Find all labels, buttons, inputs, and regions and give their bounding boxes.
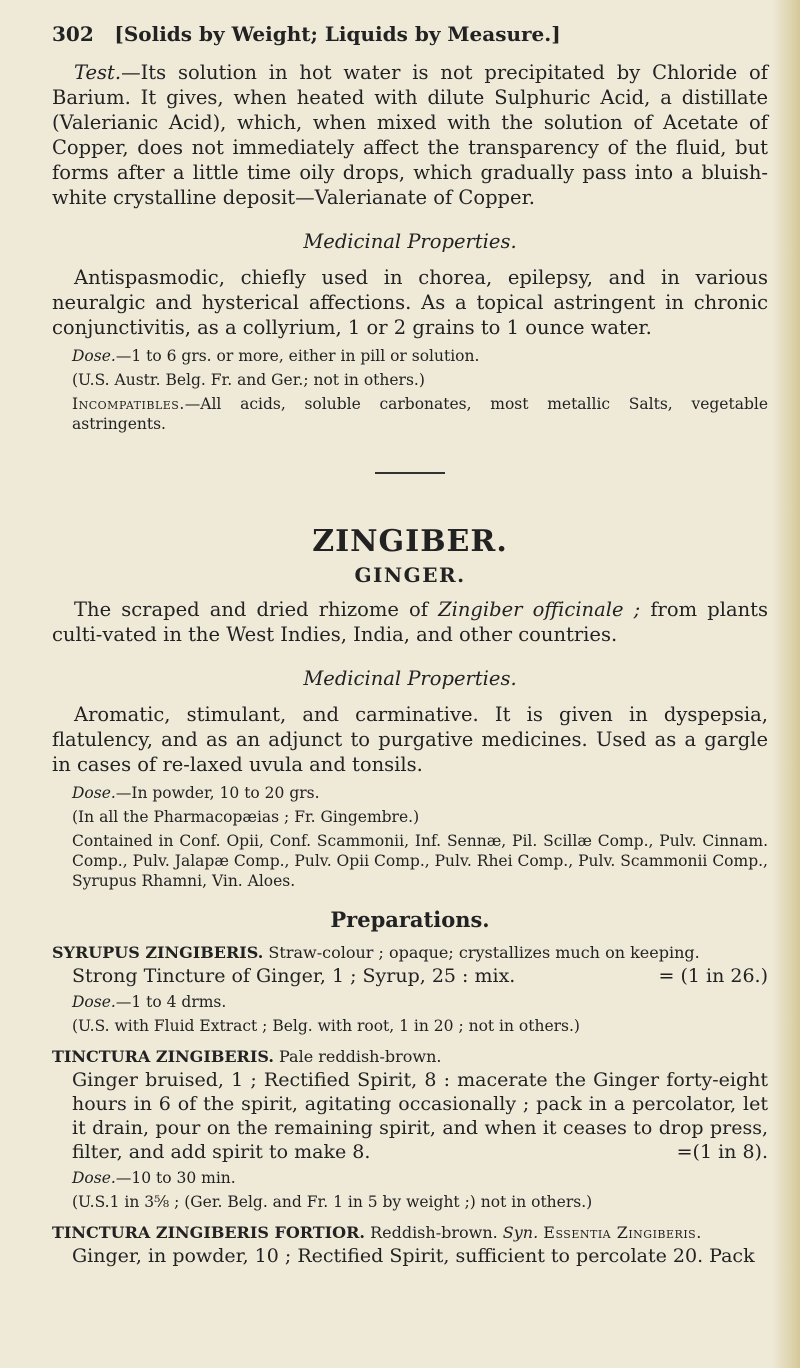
- tinctura-name: TINCTURA ZINGIBERIS.: [52, 1047, 274, 1066]
- monograph-subtitle: GINGER.: [354, 563, 466, 587]
- fortior-name-line: [52, 1222, 768, 1244]
- syrupus-zingiberis: [52, 942, 768, 1036]
- tinctura-dose-text: —10 to 30 min.: [115, 1169, 236, 1187]
- page-content: [52, 22, 768, 1268]
- zingiber-pharmacopoeia-note: (In all the Pharmacopæias ; Fr. Gingembre.): [72, 808, 420, 826]
- syrupus-dose-text: —1 to 4 drms.: [115, 993, 227, 1011]
- running-head: [Solids by Weight; Liquids by Measure.]: [114, 22, 561, 46]
- zingiber-properties-text: Aromatic, stimulant, and carminative. It is given in dyspepsia, flatulency, and as an adjunct to purgative medicines. Used as a gargle in cases of re-laxed uvula and tonsils.: [52, 703, 768, 776]
- tinctura-note: (U.S.1 in 3⅝ ; (Ger. Belg. and Fr. 1 in 5 by weight ;) not in others.): [72, 1193, 593, 1211]
- tinctura-name-line: [52, 1046, 768, 1068]
- dose-text: —1 to 6 grs. or more, either in pill or solution.: [115, 347, 480, 365]
- tinctura-zingiberis-fortior: [52, 1222, 768, 1268]
- fortior-desc: Reddish-brown.: [370, 1223, 503, 1242]
- syrupus-name-line: [52, 942, 768, 964]
- fortior-name: TINCTURA ZINGIBERIS FORTIOR.: [52, 1223, 365, 1242]
- desc-part-b: from plants culti-vated in the West Indies, India, and other countries.: [52, 598, 768, 646]
- tinctura-formula-text: Ginger bruised, 1 ; Rectified Spirit, 8 : macerate the Ginger forty-eight hours in 6 of the spirit, agitating occasionally ; pack in a percolator, let it drain, pour on the remaining spirit, and when it ceases to drop press, filter, and add spirit to make 8.: [72, 1069, 768, 1163]
- preparations-heading: Preparations.: [330, 907, 490, 932]
- tinctura-ratio: =(1 in 8).: [676, 1141, 768, 1163]
- species-name: Zingiber officinale ;: [438, 598, 641, 621]
- test-paragraph: [52, 60, 768, 210]
- monograph-title: ZINGIBER.: [312, 524, 508, 559]
- pharmacopoeia-note: (U.S. Austr. Belg. Fr. and Ger.; not in others.): [72, 371, 425, 389]
- zingiber-dose-text: —In powder, 10 to 20 grs.: [115, 784, 320, 802]
- incompatibles: [52, 394, 768, 434]
- section-divider: [375, 472, 445, 474]
- contained-in: Contained in Conf. Opii, Conf. Scammonii, Inf. Sennæ, Pil. Scillæ Comp., Pulv. Cinnam. Comp., Pulv. Jalapæ Comp., Pulv. Opii Comp., Pulv. Rhei Comp., Pulv. Scammonii Comp., Syrupus Rhamni, Vin. Aloes.: [72, 832, 768, 890]
- running-header: [52, 22, 768, 46]
- medicinal-properties-heading: Medicinal Properties.: [303, 230, 517, 253]
- syrupus-dose-label: Dose.: [72, 993, 116, 1011]
- zingiber-dose-label: Dose.: [72, 784, 116, 802]
- syn-name: Essentia Zingiberis.: [543, 1223, 702, 1242]
- tinctura-zingiberis: [52, 1046, 768, 1212]
- incompatibles-text: —All acids, soluble carbonates, most metallic Salts, vegetable astringents.: [72, 395, 768, 433]
- tinctura-dose-label: Dose.: [72, 1169, 116, 1187]
- tinctura-desc: Pale reddish-brown.: [278, 1047, 442, 1066]
- tinctura-formula: [52, 1068, 768, 1164]
- medicinal-properties-text: Antispasmodic, chiefly used in chorea, epilepsy, and in various neuralgic and hysterical affections. As a topical astringent in chronic conjunctivitis, as a collyrium, 1 or 2 grains to 1 ounce water.: [52, 266, 768, 339]
- syrupus-formula-text: Strong Tincture of Ginger, 1 ; Syrup, 25 : mix.: [72, 965, 516, 987]
- fortior-formula: Ginger, in powder, 10 ; Rectified Spirit, sufficient to percolate 20. Pack: [72, 1245, 755, 1267]
- syrupus-desc: Straw-colour ; opaque; crystallizes much on keeping.: [268, 943, 700, 962]
- syrupus-note: (U.S. with Fluid Extract ; Belg. with root, 1 in 20 ; not in others.): [72, 1017, 580, 1035]
- incompatibles-label: Incompatibles.: [72, 395, 185, 413]
- desc-part-a: The scraped and dried rhizome of: [74, 598, 439, 621]
- syrupus-formula: [52, 964, 768, 988]
- dose-label: Dose.: [72, 347, 116, 365]
- test-label: Test.: [74, 61, 122, 84]
- test-text: —Its solution in hot water is not precipitated by Chloride of Barium. It gives, when heated with dilute Sulphuric Acid, a distillate (Valerianic Acid), which, when mixed with the solution of Acetate of Copper, does not immediately affect the transparency of the fluid, but forms after a little time oily drops, which gradually pass into a bluish-white crystalline deposit—Valerianate of Copper.: [52, 61, 768, 209]
- zingiber-dose: [52, 783, 768, 803]
- syn-label: Syn.: [502, 1223, 539, 1242]
- syrupus-ratio: = (1 in 26.): [658, 965, 768, 987]
- page-number: 302: [52, 22, 94, 46]
- zingiber-properties-heading: Medicinal Properties.: [303, 667, 517, 690]
- page-edge: [772, 0, 800, 1368]
- tinctura-dose: [52, 1168, 768, 1188]
- dose-line: [52, 346, 768, 366]
- syrupus-dose: [52, 992, 768, 1012]
- syrupus-name: SYRUPUS ZINGIBERIS.: [52, 943, 264, 962]
- zingiber-description: [52, 597, 768, 647]
